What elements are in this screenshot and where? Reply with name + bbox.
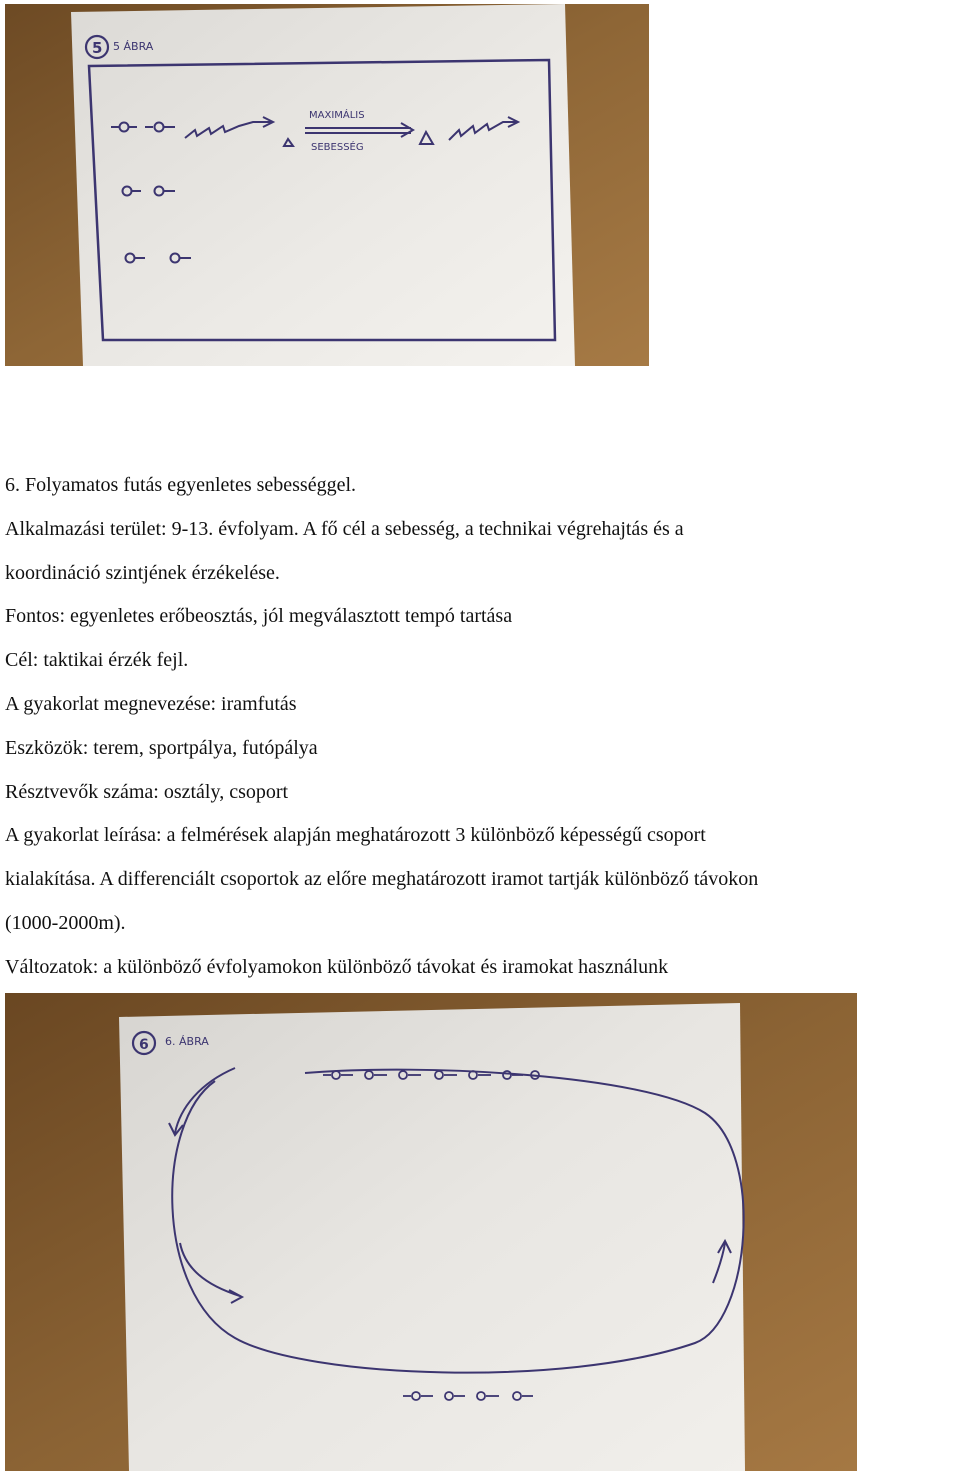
text-line: Változatok: a különböző évfolyamokon különböző távokat és iramokat használunk xyxy=(5,955,669,978)
paper-sheet xyxy=(119,1003,745,1471)
text-line: koordináció szintjének érzékelése. xyxy=(5,561,280,584)
paper-sheet xyxy=(71,4,575,366)
text-line: Cél: taktikai érzék fejl. xyxy=(5,649,189,672)
annotation-sebesseg: SEBESSÉG xyxy=(311,142,364,153)
figure-5-photo xyxy=(5,4,649,366)
figure-6-label: 6. ÁBRA xyxy=(165,1035,209,1048)
text-line: Résztvevők száma: osztály, csoport xyxy=(5,780,289,803)
figure-6-drawing xyxy=(5,993,857,1471)
text-line: A gyakorlat leírása: a felmérések alapján meghatározott 3 különböző képességű csoport xyxy=(5,824,706,847)
annotation-maximalis: MAXIMÁLIS xyxy=(309,110,365,121)
figure-6-label-number: 6 xyxy=(139,1037,149,1053)
exercise-title: 6. Folyamatos futás egyenletes sebességgel. xyxy=(5,474,357,496)
text-line: kialakítása. A differenciált csoportok az előre meghatározott iramot tartják különböző távokon xyxy=(5,868,759,891)
text-line: Alkalmazási terület: 9-13. évfolyam. A fő cél a sebesség, a technikai végrehajtás és a xyxy=(5,517,684,540)
text-line: Fontos: egyenletes erőbeosztás, jól megválasztott tempó tartása xyxy=(5,605,513,628)
figure-6-photo xyxy=(5,993,857,1471)
text-line: Eszközök: terem, sportpálya, futópálya xyxy=(5,736,318,759)
figure-5-label: 5 ÁBRA xyxy=(113,40,154,53)
figure-5-label-number: 5 xyxy=(92,39,103,57)
figure-5-drawing xyxy=(5,4,649,366)
text-line: (1000-2000m). xyxy=(5,911,126,934)
exercise-description xyxy=(5,464,960,990)
text-line: A gyakorlat megnevezése: iramfutás xyxy=(5,692,297,715)
